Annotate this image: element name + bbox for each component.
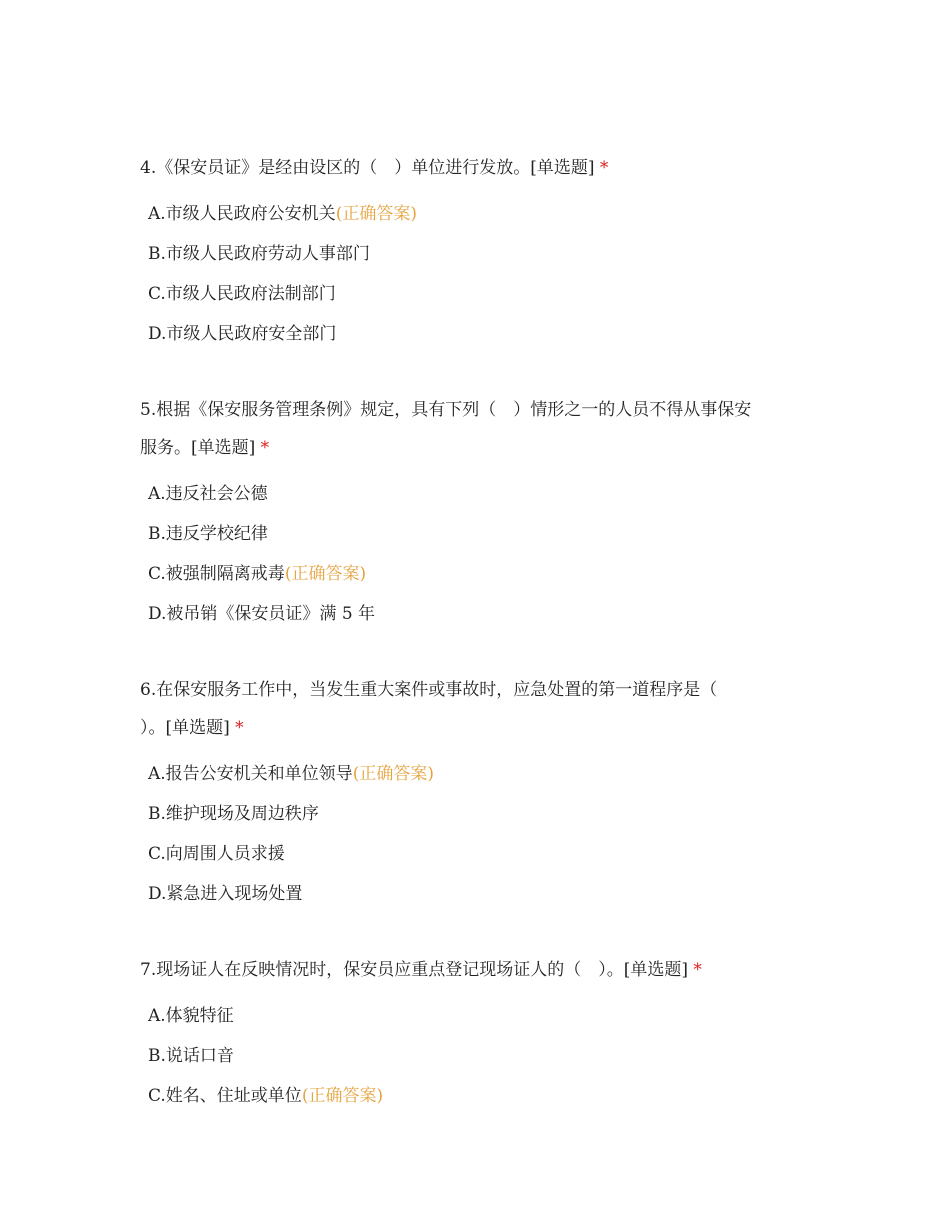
question-stem-text: 4.《保安员证》是经由设区的（ ）单位进行发放。[单选题] xyxy=(140,158,595,178)
required-mark: * xyxy=(693,960,702,980)
question-6-stem-line-2 xyxy=(140,718,244,738)
question-stem-text: ）。[单选题] xyxy=(140,718,230,738)
option-text: C.向周围人员求援 xyxy=(148,844,285,864)
option-text: D.被吊销《保安员证》满 5 年 xyxy=(148,604,376,624)
required-mark: * xyxy=(599,158,609,178)
question-7-option-c[interactable] xyxy=(148,1086,383,1106)
question-stem-text: 7.现场证人在反映情况时，保安员应重点登记现场证人的（ ）。[单选题] xyxy=(140,960,688,980)
option-text: B.违反学校纪律 xyxy=(148,524,268,544)
option-text: A.市级人民政府公安机关 xyxy=(148,204,336,224)
question-stem-text: 5.根据《保安服务管理条例》规定，具有下列（ ）情形之一的人员不得从事保安 xyxy=(140,400,752,420)
question-4-stem xyxy=(140,158,608,178)
required-mark: * xyxy=(260,438,270,458)
question-6-stem-line-1 xyxy=(140,680,717,700)
question-7-option-b[interactable] xyxy=(148,1046,234,1066)
question-6-option-b[interactable] xyxy=(148,804,319,824)
option-text: B.市级人民政府劳动人事部门 xyxy=(148,244,370,264)
question-5-option-c[interactable] xyxy=(148,564,366,584)
question-4-option-c[interactable] xyxy=(148,284,336,304)
correct-answer-label: (正确答案) xyxy=(352,764,434,784)
option-text: D.市级人民政府安全部门 xyxy=(148,324,337,344)
question-5-option-a[interactable] xyxy=(148,484,268,504)
option-text: A.体貌特征 xyxy=(148,1006,234,1026)
question-stem-text: 6.在保安服务工作中，当发生重大案件或事故时，应急处置的第一道程序是（ xyxy=(140,680,718,700)
question-7-stem xyxy=(140,960,702,980)
required-mark: * xyxy=(235,718,244,738)
question-6-option-a[interactable] xyxy=(148,764,434,784)
question-5-option-b[interactable] xyxy=(148,524,268,544)
question-5-option-d[interactable] xyxy=(148,604,375,624)
question-5-stem-line-1 xyxy=(140,400,751,420)
option-text: B.维护现场及周边秩序 xyxy=(148,804,319,824)
option-text: C.市级人民政府法制部门 xyxy=(148,284,336,304)
option-text: D.紧急进入现场处置 xyxy=(148,884,303,904)
question-5-stem-line-2 xyxy=(140,438,269,458)
option-text: B.说话口音 xyxy=(148,1046,234,1066)
question-4-option-b[interactable] xyxy=(148,244,370,264)
question-7-option-a[interactable] xyxy=(148,1006,234,1026)
correct-answer-label: (正确答案) xyxy=(301,1086,384,1106)
correct-answer-label: (正确答案) xyxy=(284,564,367,584)
option-text: C.被强制隔离戒毒 xyxy=(148,564,285,584)
correct-answer-label: (正确答案) xyxy=(335,204,417,224)
question-stem-text: 服务。[单选题] xyxy=(140,438,256,458)
option-text: C.姓名、住址或单位 xyxy=(148,1086,302,1106)
option-text: A.违反社会公德 xyxy=(148,484,268,504)
option-text: A.报告公安机关和单位领导 xyxy=(148,764,353,784)
question-4-option-a[interactable] xyxy=(148,204,417,224)
question-6-option-c[interactable] xyxy=(148,844,285,864)
question-6-option-d[interactable] xyxy=(148,884,302,904)
question-4-option-d[interactable] xyxy=(148,324,336,344)
